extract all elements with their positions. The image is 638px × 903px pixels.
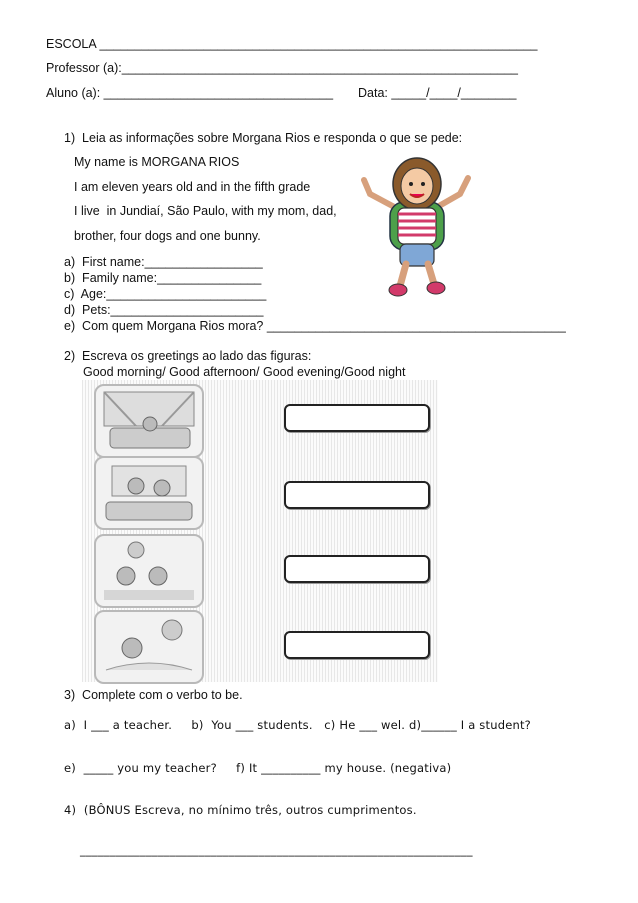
lives-with-field[interactable]: e) Com quem Morgana Rios mora? ___________________________________________ <box>64 319 566 333</box>
girl-illustration <box>360 150 472 302</box>
verb-to-be-line-2[interactable]: e) _____ you my teacher? f) It __________ my house. (negativa) <box>64 761 452 775</box>
date-field[interactable]: Data: _____/____/________ <box>358 86 517 100</box>
afternoon-picture <box>94 456 204 530</box>
question-4-title: 4) (BÔNUS Escreva, no mínimo três, outros cumprimentos. <box>64 803 417 817</box>
professor-field[interactable]: Professor (a):_________________________________________________________ <box>46 61 518 75</box>
question-3-title: 3) Complete com o verbo to be. <box>64 688 243 702</box>
question-1-title: 1) Leia as informações sobre Morgana Rios e responda o que se pede: <box>64 131 463 145</box>
morning-picture <box>94 384 204 458</box>
q1-text-line: I live in Jundiaí, São Paulo, with my mom, dad, <box>74 204 337 218</box>
age-field[interactable]: c) Age:_______________________ <box>64 287 267 301</box>
greeting-answer-box-2[interactable] <box>284 481 430 509</box>
greeting-options: Good morning/ Good afternoon/ Good evening/Good night <box>83 365 406 379</box>
q1-text-line: My name is MORGANA RIOS <box>74 155 240 169</box>
greeting-answer-box-1[interactable] <box>284 404 430 432</box>
family-name-field[interactable]: b) Family name:_______________ <box>64 271 262 285</box>
aluno-field[interactable]: Aluno (a): _________________________________ <box>46 86 334 100</box>
q1-text-line: I am eleven years old and in the fifth grade <box>74 180 311 194</box>
greeting-answer-box-3[interactable] <box>284 555 430 583</box>
pets-field[interactable]: d) Pets:______________________ <box>64 303 264 317</box>
escola-field[interactable]: ESCOLA _______________________________________________________________ <box>46 37 538 51</box>
evening-picture <box>94 534 204 608</box>
first-name-field[interactable]: a) First name:_________________ <box>64 255 263 269</box>
night-picture <box>94 610 204 684</box>
q1-text-line: brother, four dogs and one bunny. <box>74 229 261 243</box>
greeting-answer-box-4[interactable] <box>284 631 430 659</box>
question-2-title: 2) Escreva os greetings ao lado das figuras: <box>64 349 312 363</box>
bonus-answer-line[interactable]: __________________________________________________________________ <box>80 843 473 857</box>
verb-to-be-line-1[interactable]: a) I ___ a teacher. b) You ___ students. c) He ___ wel. d)______ I a student? <box>64 718 531 732</box>
